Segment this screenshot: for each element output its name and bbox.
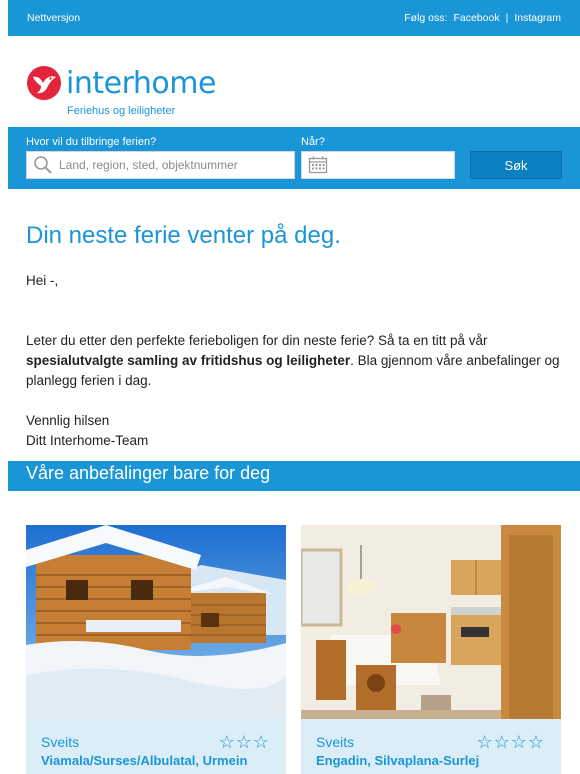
logo-area[interactable] — [8, 36, 580, 127]
when-label: Når? — [301, 136, 325, 148]
logo-wordmark: interhome — [66, 66, 216, 101]
web-version-link[interactable]: Nettversjon — [27, 12, 81, 24]
separator: | — [505, 12, 509, 24]
snowy-chalet-image — [26, 525, 286, 719]
letter-body — [26, 271, 566, 451]
email-frame — [8, 0, 580, 774]
property-card[interactable] — [26, 525, 286, 774]
page-title: Din neste ferie venter på deg. — [26, 222, 341, 249]
intro-bold-text: spesialutvalgte samling av fritidshus og leiligheter — [26, 353, 351, 368]
social-links — [404, 12, 561, 24]
bird-logo-icon — [26, 65, 62, 101]
recommendations-heading: Våre anbefalinger bare for deg — [8, 461, 580, 491]
star-rating-icon: ☆☆☆ — [218, 732, 270, 752]
top-bar — [8, 0, 580, 36]
property-photo[interactable] — [26, 525, 286, 719]
calendar-icon — [308, 156, 328, 174]
property-region[interactable]: Engadin, Silvaplana-Surlej — [316, 753, 480, 768]
facebook-link[interactable]: Facebook — [453, 12, 500, 24]
search-button[interactable]: Søk — [470, 151, 562, 179]
search-placeholder: Land, region, sted, objektnummer — [59, 158, 238, 172]
where-label: Hvor vil du tilbringe ferien? — [26, 136, 157, 148]
property-card[interactable] — [301, 525, 561, 774]
intro-paragraph — [26, 331, 566, 391]
destination-search-input[interactable] — [26, 151, 295, 179]
intro-text-2: . Bla gjennom våre anbefalinger og planlegg ferien i dag. — [26, 353, 560, 388]
intro-text-1: Leter du etter den perfekte ferieboligen for din neste ferie? Så ta en titt på vår — [26, 333, 488, 348]
property-region[interactable]: Viamala/Surses/Albulatal, Urmein — [41, 753, 248, 768]
search-bar — [8, 127, 580, 189]
logo-tagline: Feriehus og leiligheter — [67, 105, 176, 117]
property-photo[interactable] — [301, 525, 561, 719]
greeting: Hei -, — [26, 273, 59, 288]
instagram-link[interactable]: Instagram — [514, 12, 561, 24]
property-country: Sveits — [41, 734, 80, 750]
signature: Ditt Interhome-Team — [26, 433, 149, 448]
follow-label: Følg oss: — [404, 12, 448, 24]
signoff: Vennlig hilsen — [26, 413, 110, 428]
search-icon — [33, 155, 53, 175]
property-country: Sveits — [316, 734, 355, 750]
date-input[interactable] — [301, 151, 455, 179]
star-rating-icon: ☆☆☆☆ — [476, 732, 545, 752]
kitchen-interior-image — [301, 525, 561, 719]
